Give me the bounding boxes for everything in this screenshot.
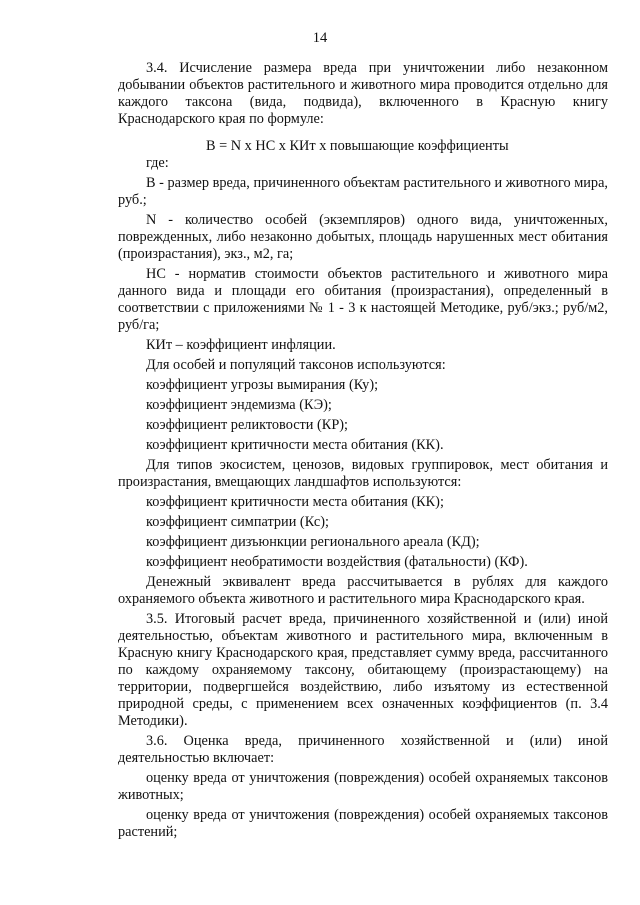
document-body — [118, 60, 608, 844]
paragraph-3-5: 3.5. Итоговый расчет вреда, причиненного хозяйственной и (или) иной деятельностью, объектам животного и растительного мира, включенным в Красную книгу Краснодарского края, представляет сумму вреда, рассчитанного по каждому охраняемому таксону, обитающему (произрастающему) на территории, подвергшейся воздействию, либо изъятому из естественной природной среды, с применением всех означенных коэффициентов (п. 3.4 Методики). — [118, 611, 608, 729]
formula: В = N х НС х КИт х повышающие коэффициенты — [206, 138, 509, 154]
coefficient-threat: коэффициент угрозы вымирания (Ку); — [146, 377, 379, 393]
coefficient-relict: коэффициент реликтовости (КР); — [146, 417, 349, 433]
page-number: 14 — [312, 30, 328, 46]
assessment-plants: оценку вреда от уничтожения (повреждения) особей охраняемых таксонов растений; — [118, 807, 608, 840]
assessment-animals: оценку вреда от уничтожения (повреждения) особей охраняемых таксонов животных; — [118, 770, 608, 803]
coefficient-endemism: коэффициент эндемизма (КЭ); — [146, 397, 332, 413]
monetary-equivalent: Денежный эквивалент вреда рассчитывается в рублях для каждого охраняемого объекта животного и растительного мира Краснодарского края. — [118, 574, 608, 607]
coefficient-irreversibility: коэффициент необратимости воздействия (фатальности) (КФ). — [146, 554, 528, 570]
paragraph-3-4: 3.4. Исчисление размера вреда при уничтожении либо незаконном добывании объектов растительного и животного мира проводится отдельно для каждого таксона (вида, подвида), включенного в Красную книгу Краснодарского края по формуле: — [118, 60, 608, 127]
coefficient-disjunction: коэффициент дизъюнкции регионального ареала (КД); — [146, 534, 480, 550]
ecosystem-coefficients-intro: Для типов экосистем, ценозов, видовых группировок, мест обитания и произрастания, вмещающих ландшафтов используются: — [118, 457, 608, 490]
definition-v: В - размер вреда, причиненного объектам растительного и животного мира, руб.; — [118, 175, 608, 208]
definition-ns: НС - норматив стоимости объектов растительного и животного мира данного вида и площади его обитания (произрастания), определенный в соответствии с приложениями № 1 - 3 к настоящей Методике, руб/экз.; руб/м2, руб/га; — [118, 266, 608, 333]
coefficient-sympatry: коэффициент симпатрии (Кс); — [146, 514, 329, 530]
coefficient-criticality-2: коэффициент критичности места обитания (КК); — [146, 494, 444, 510]
definition-kit: КИт – коэффициент инфляции. — [146, 337, 336, 353]
paragraph-3-6: 3.6. Оценка вреда, причиненного хозяйственной и (или) иной деятельностью включает: — [118, 733, 608, 766]
coefficient-criticality: коэффициент критичности места обитания (КК). — [146, 437, 444, 453]
where-label: где: — [146, 155, 169, 171]
taxa-coefficients-intro: Для особей и популяций таксонов используются: — [146, 357, 446, 373]
definition-n: N - количество особей (экземпляров) одного вида, уничтоженных, поврежденных, либо незаконно добытых, площадь нарушенных мест обитания (произрастания), экз., м2, га; — [118, 212, 608, 262]
